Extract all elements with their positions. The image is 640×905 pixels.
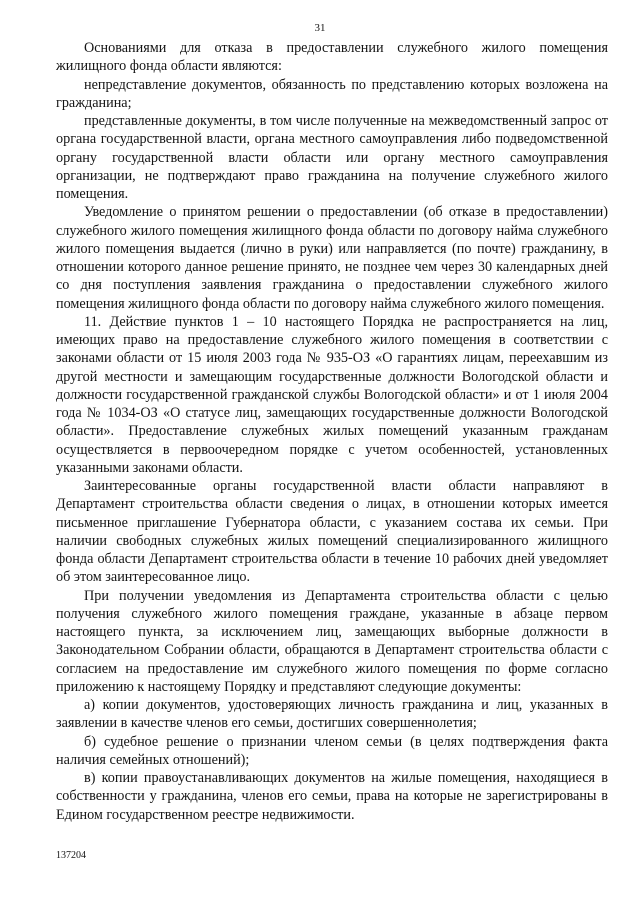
paragraph-upon-notification: При получении уведомления из Департамента строительства области с целью получения служебного жилого помещения граждане, указанные в абзаце первом настоящего пункта, за исключением лиц, замещающих выборные должности в Законодательном Собрании области, обращаются в Департамент строительства области с согласием на предоставление им служебного жилого помещения по форме согласно приложению к настоящему Порядку и представляют следующие документы: <box>56 587 608 695</box>
paragraph-interested-bodies: Заинтересованные органы государственной власти области направляют в Департамент строительства области сведения о лицах, в отношении которых имеется письменное приглашение Губернатора области, с указанием состава их семьи. При наличии свободных служебных жилых помещений специализированного жилищного фонда области Департамент строительства области в течение 10 рабочих дней уведомляет об этом заинтересованное лицо. <box>56 478 608 586</box>
list-item-a: а) копии документов, удостоверяющих личность гражданина и лиц, указанных в заявлении в качестве членов его семьи, достигших совершеннолетия; <box>56 697 608 732</box>
document-code: 137204 <box>56 850 86 861</box>
document-body <box>56 39 608 824</box>
paragraph-refusal-grounds: Основаниями для отказа в предоставлении служебного жилого помещения жилищного фонда области являются: <box>56 40 608 75</box>
paragraph-notification-decision: Уведомление о принятом решении о предоставлении (об отказе в предоставлении) служебного жилого помещения жилищного фонда области по договору найма служебного жилого помещения выдается (лично в руки) или направляется (по почте) гражданину, в отношении которого данное решение принято, не позднее чем через 30 календарных дней со дня поступления заявления гражданина о предоставлении служебного жилого помещения жилищного фонда области по договору найма служебного жилого помещения. <box>56 204 608 312</box>
page-number: 31 <box>314 22 326 34</box>
paragraph-non-submission: непредставление документов, обязанность по представлению которых возложена на гражданина; <box>56 76 608 111</box>
paragraph-documents-not-confirming: представленные документы, в том числе полученные на межведомственный запрос от органа государственной власти, органа местного самоуправления либо подведомственной органу государственной власти области или органу местного самоуправления организации, не подтверждают право гражданина на получение служебного жилого помещения. <box>56 113 608 202</box>
paragraph-clause-11: 11. Действие пунктов 1 – 10 настоящего Порядка не распространяется на лиц, имеющих право на предоставление служебного жилого помещения в соответствии с законами области от 15 июля 2003 года № 935-ОЗ «О гарантиях лицам, переехавшим из другой местности и замещающим государственные должности Вологодской области и должности государственной гражданской службы Вологодской области» и от 1 июля 2004 года № 1034-ОЗ «О статусе лиц, замещающих государственные должности Вологодской области». Предоставление служебных жилых помещений указанным гражданам осуществляется в первоочередном порядке с учетом особенностей, установленных указанными законами области. <box>56 313 608 476</box>
list-item-v: в) копии правоустанавливающих документов на жилые помещения, находящиеся в собственности у гражданина, членов его семьи, права на которые не зарегистрированы в Едином государственном реестре недвижимости. <box>56 770 608 823</box>
list-item-b: б) судебное решение о признании членом семьи (в целях подтверждения факта наличия семейных отношений); <box>56 733 608 768</box>
